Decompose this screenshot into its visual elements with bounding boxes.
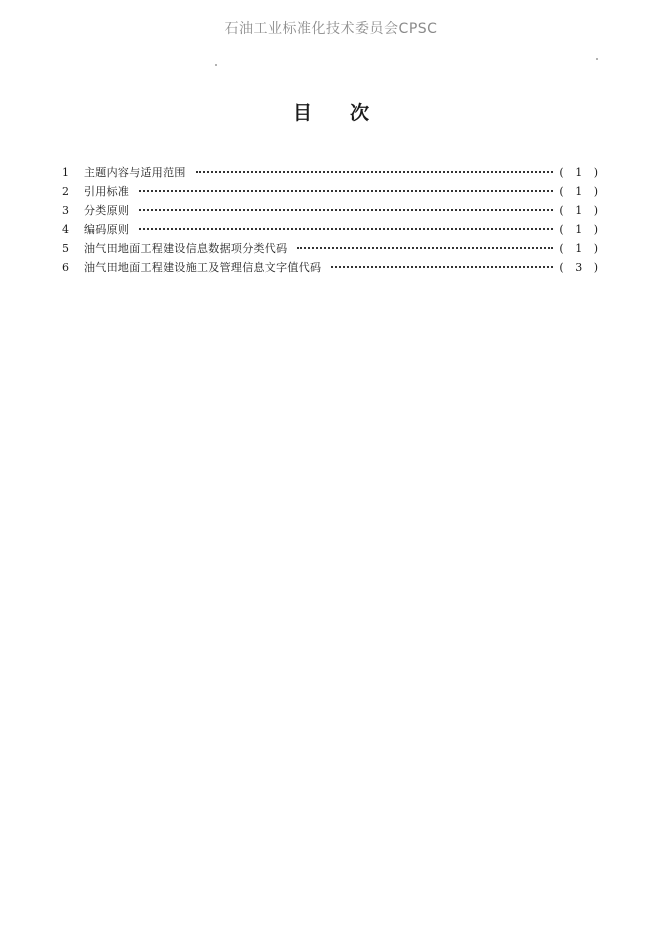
page-title: 目次 bbox=[292, 102, 407, 124]
toc-entry-page: ( 1 ) bbox=[559, 166, 602, 179]
toc-entry[interactable] bbox=[62, 163, 602, 182]
toc-leader-dots bbox=[331, 266, 553, 268]
toc-entry-title: 主题内容与适用范围 bbox=[84, 166, 186, 179]
toc-entry[interactable] bbox=[62, 182, 602, 201]
scan-speck bbox=[596, 58, 598, 60]
toc-leader-dots bbox=[139, 209, 553, 211]
toc-leader-dots bbox=[139, 228, 553, 230]
toc-entry[interactable] bbox=[62, 239, 602, 258]
toc-entry-title: 油气田地面工程建设施工及管理信息文字值代码 bbox=[84, 261, 322, 274]
toc-leader-dots bbox=[297, 247, 553, 249]
toc-leader-dots bbox=[196, 171, 554, 173]
toc-entry-number: 4 bbox=[62, 223, 69, 236]
toc-entry-title: 油气田地面工程建设信息数据项分类代码 bbox=[84, 242, 288, 255]
toc-entry-page: ( 3 ) bbox=[559, 261, 602, 274]
toc-entry[interactable] bbox=[62, 201, 602, 220]
toc-entry-number: 5 bbox=[62, 242, 69, 255]
toc-entry-page: ( 1 ) bbox=[559, 242, 602, 255]
toc-entry-page: ( 1 ) bbox=[559, 185, 602, 198]
toc-entry[interactable] bbox=[62, 258, 602, 277]
scan-speck bbox=[215, 64, 217, 66]
toc-entry-title: 编码原则 bbox=[84, 223, 130, 236]
toc-entry[interactable] bbox=[62, 220, 602, 239]
toc-entry-number: 1 bbox=[62, 166, 69, 179]
watermark-header: 石油工业标准化技术委员会CPSC bbox=[224, 21, 438, 37]
toc-entry-number: 3 bbox=[62, 204, 69, 217]
toc-entry-title: 分类原则 bbox=[84, 204, 130, 217]
table-of-contents bbox=[62, 163, 602, 277]
toc-entry-page: ( 1 ) bbox=[559, 204, 602, 217]
toc-entry-number: 6 bbox=[62, 261, 69, 274]
toc-entry-title: 引用标准 bbox=[84, 185, 130, 198]
toc-entry-page: ( 1 ) bbox=[559, 223, 602, 236]
toc-leader-dots bbox=[139, 190, 553, 192]
toc-entry-number: 2 bbox=[62, 185, 69, 198]
